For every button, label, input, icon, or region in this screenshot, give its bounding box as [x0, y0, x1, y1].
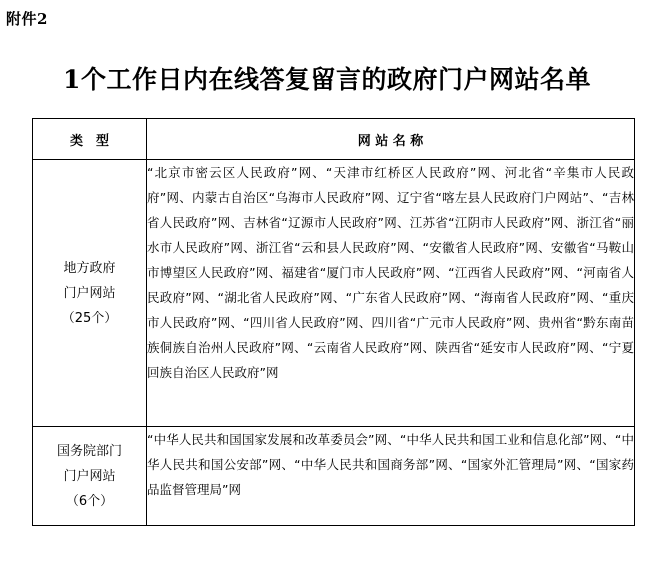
type-label-line: 国务院部门 [56, 443, 122, 459]
site-names-cell: “北京市密云区人民政府”网、“天津市红桥区人民政府”网、河北省“辛集市人民政府”网、内蒙古自治区“乌海市人民政府”网、辽宁省“喀左县人民政府门户网站”、“吉林省人民政府”网、吉林省“辽源市人民政府”网、江苏省“江阴市人民政府”网、浙江省“丽水市人民政府”网、浙江省“云和县人民政府”网、“安徽省人民政府”网、安徽省“马鞍山市博望区人民政府”网、福建省“厦门市人民政府”网、“江西省人民政府”网、“河南省人民政府”网、“湖北省人民政府”网、“广东省人民政府”网、“海南省人民政府”网、“重庆市人民政府”网、“四川省人民政府”网、四川省“广元市人民政府”网、贵州省“黔东南苗族侗族自治州人民政府”网、“云南省人民政府”网、陕西省“延安市人民政府”网、“宁夏回族自治区人民政府”网 [147, 160, 635, 427]
type-cell [33, 427, 147, 526]
table-row [33, 160, 635, 427]
type-label-line: 门户网站 [63, 468, 116, 484]
type-label-line: 地方政府 [63, 260, 116, 276]
type-cell [33, 160, 147, 427]
column-header-site-name: 网 站 名 称 [147, 119, 635, 160]
page-title: 1个工作日内在线答复留言的政府门户网站名单 [63, 65, 591, 94]
type-count: （25个） [61, 310, 118, 326]
attachment-label: 附件2 [6, 10, 48, 28]
column-header-type: 类 型 [33, 119, 147, 160]
type-count: （6个） [65, 493, 114, 509]
type-label-line: 门户网站 [63, 285, 116, 301]
website-list-table [32, 118, 635, 526]
site-names-cell: “中华人民共和国国家发展和改革委员会”网、“中华人民共和国工业和信息化部”网、“中华人民共和国公安部”网、“中华人民共和国商务部”网、“国家外汇管理局”网、“国家药品监督管理局”网 [147, 427, 635, 526]
table-row [33, 427, 635, 526]
table-header-row [33, 119, 635, 160]
